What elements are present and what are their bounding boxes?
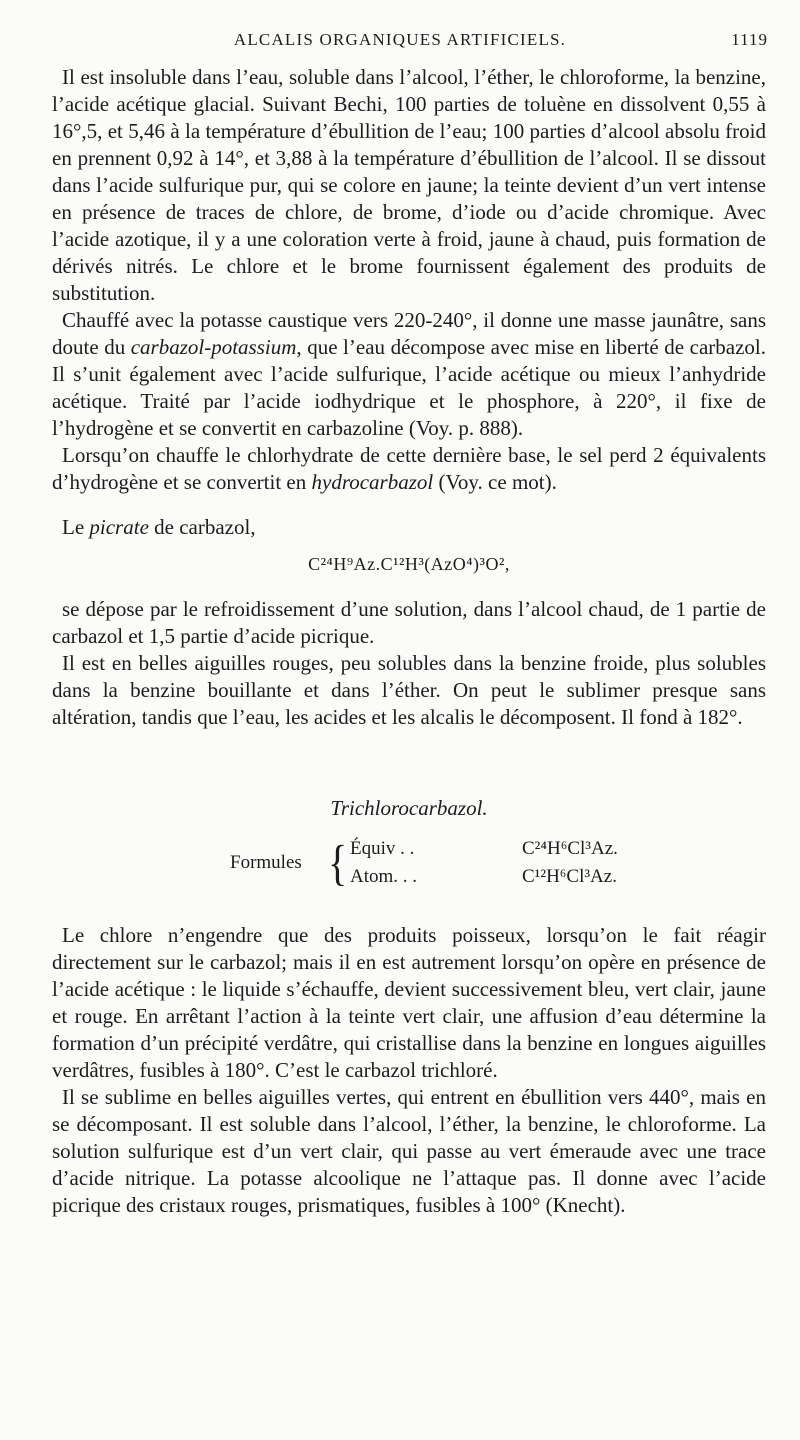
italic-term-carbazol-potassium: carbazol-potassium [130, 335, 297, 359]
spacer [52, 496, 766, 514]
text-run: , que l’eau décompose avec mise en liberté de carbazol. Il s’unit également avec l’acide sulfurique, l’acide acétique ou mieux l’anhydride acétique. Traité par l’acide iodhydrique et le phosphore, à 220°, il fixe de l’hydrogène et se convertit en carbazoline (Voy. p. 888). [52, 335, 767, 440]
italic-term-picrate: picrate [89, 515, 149, 539]
formula-label: Formules [230, 852, 302, 873]
text-run: (Voy. ce mot). [433, 470, 557, 494]
paragraph-picrate-intro [52, 514, 766, 541]
page-body [52, 64, 766, 1219]
section-title-trichlorocarbazol: Trichlorocarbazol. [330, 796, 488, 820]
formula-table [52, 832, 766, 898]
atom-formula: C¹²H⁶Cl³Az. [522, 866, 617, 887]
text-run: Lorsqu’on chauffe le chlorhydrate de cette dernière base, le sel perd 2 équivalents d’hydrogène et se convertit en [52, 443, 766, 494]
paragraph-sublimation: Il se sublime en belles aiguilles vertes, qui entrent en ébullition vers 440°, mais en se décomposant. Il est soluble dans l’alcool, l’éther, la benzine, le chloroforme. La solution sulfurique est d’un vert clair, qui passe au vert émeraude avec une trace d’acide nitrique. La potasse alcoolique ne l’attaque pas. Il donne avec l’acide picrique des cristaux rouges, prismatiques, fusibles à 100° (Knecht). [52, 1085, 766, 1217]
equiv-formula: C²⁴H⁶Cl³Az. [522, 838, 618, 859]
paragraph-picrate-prep: se dépose par le refroidissement d’une solution, dans l’alcool chaud, de 1 partie de carbazol et 1,5 partie d’acide picrique. [52, 597, 766, 648]
paragraph-solubility: Il est insoluble dans l’eau, soluble dans l’alcool, l’éther, le chloroforme, la benzine, l’acide acétique glacial. Suivant Bechi, 100 parties de toluène en dissolvent 0,55 à 16°,5, et 5,46 à la température d’ébullition de l’eau; 100 parties d’alcool absolu froid en prennent 0,92 à 14°, et 3,88 à la température d’ébullition de l’alcool. Il se dissout dans l’acide sulfurique pur, qui se colore en jaune; la teinte devient d’un vert intense en présence de traces de chlore, de brome, d’iode ou d’acide chromique. Avec l’acide azotique, il y a une coloration verte à froid, jaune à chaud, puis formation de dérivés nitrés. Le chlore et le brome fournissent également des produits de substitution. [52, 65, 766, 305]
text-run: Chauffé avec la potasse caustique vers 220-240°, il donne une masse jaunâtre, sans doute du [52, 308, 766, 359]
paragraph-picrate-props: Il est en belles aiguilles rouges, peu solubles dans la benzine froide, plus solubles dans la benzine bouillante et dans l’éther. On peut le sublimer presque sans altération, tandis que l’eau, les acides et les alcalis le décomposent. Il fond à 182°. [52, 651, 766, 729]
paragraph-chlorhydrate [52, 442, 766, 496]
text-run: Le [62, 515, 90, 539]
italic-term-hydrocarbazol: hydrocarbazol [311, 470, 434, 494]
running-header [0, 30, 800, 58]
paragraph-potash [52, 307, 766, 442]
paragraph-chlorination: Le chlore n’engendre que des produits poisseux, lorsqu’on le fait réagir directement sur le carbazol; mais il en est autrement lorsqu’on opère en présence de l’acide acétique : le liquide s’échauffe, devient successivement bleu, vert clair, jaune et rouge. En arrêtant l’action à la teinte vert clair, une affusion d’eau détermine la formation d’un précipité verdâtre, qui cristallise dans la benzine en longues aiguilles verdâtres, fusibles à 180°. C’est le carbazol trichloré. [52, 923, 766, 1082]
picrate-formula: C²⁴H⁹Az.C¹²H³(AzO⁴)³O², [308, 554, 510, 574]
equiv-label: Équiv . . [350, 838, 415, 859]
text-run: de carbazol, [148, 515, 256, 539]
atom-label: Atom. . . [350, 866, 418, 887]
header-title: ALCALIS ORGANIQUES ARTIFICIELS. [233, 30, 567, 49]
brace-glyph: { [328, 834, 348, 891]
page-number: 1119 [731, 30, 768, 49]
